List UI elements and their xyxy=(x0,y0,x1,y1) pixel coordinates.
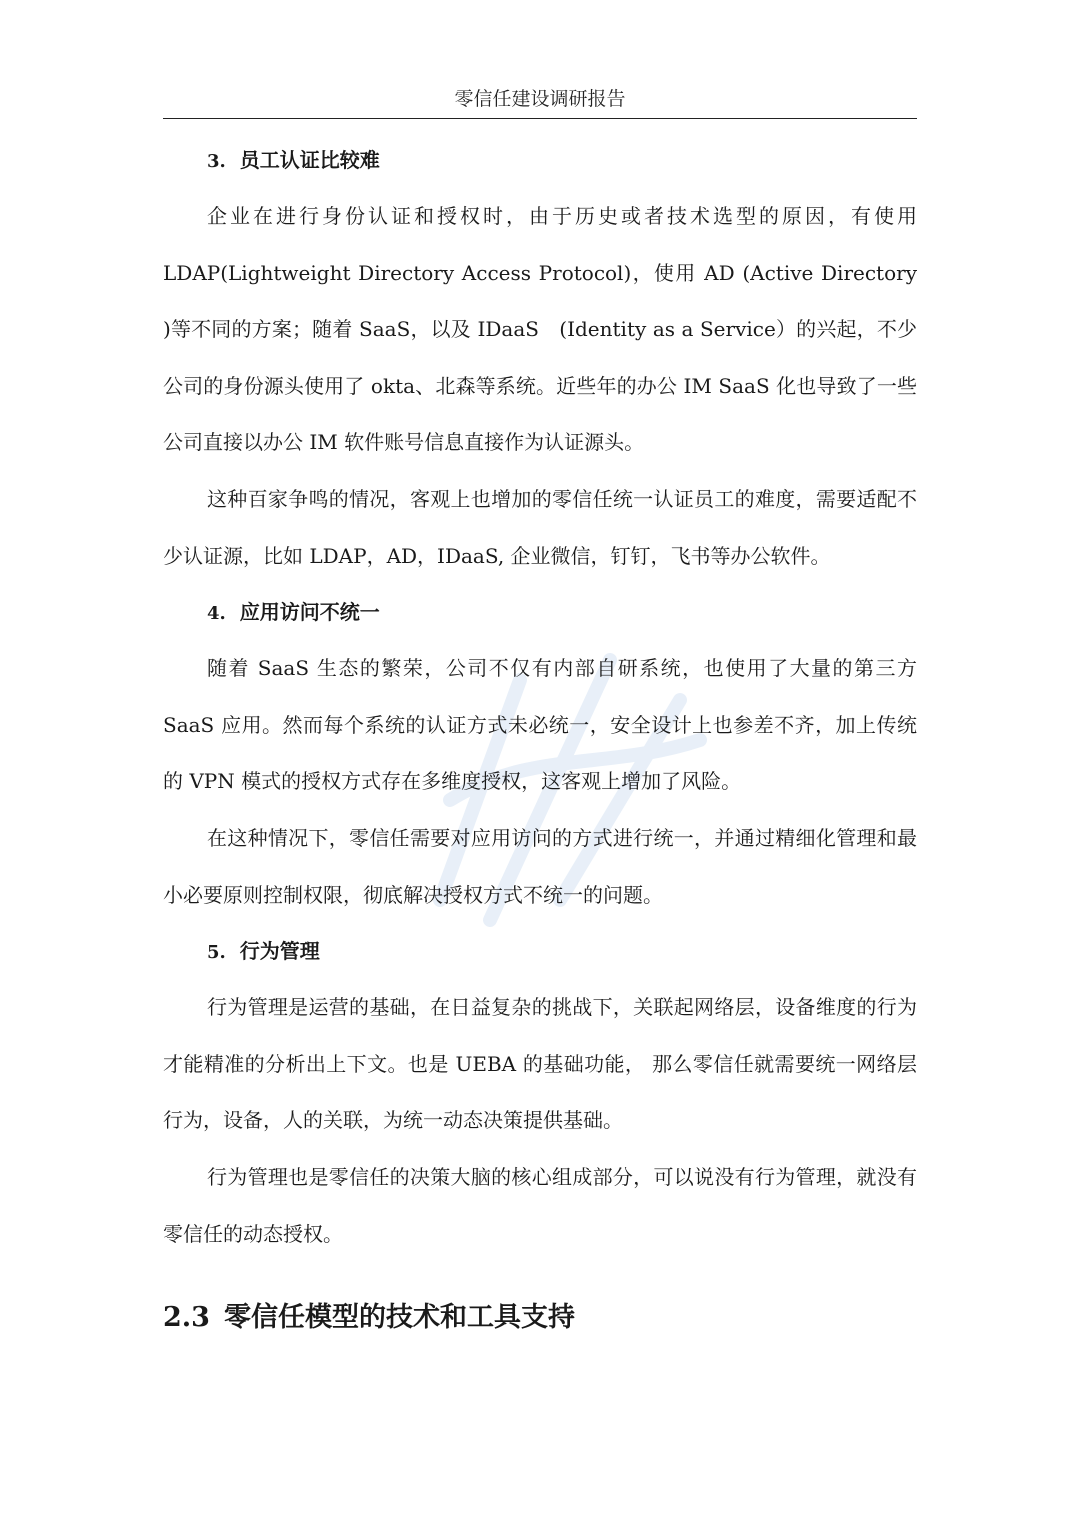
paragraph: 在这种情况下，零信任需要对应用访问的方式进行统一，并通过精细化管理和最小必要原则控制权限，彻底解决授权方式不统一的问题。 xyxy=(163,825,917,907)
subheading-number: 4. xyxy=(207,603,226,625)
subheading-title: 员工认证比较难 xyxy=(239,148,380,172)
paragraph: 随着 SaaS 生态的繁荣，公司不仅有内部自研系统，也使用了大量的第三方SaaS 应用。然而每个系统的认证方式未必统一，安全设计上也参差不齐，加上传统的 VPN 模式的授权方式存在多维度授权，这客观上增加了风险。 xyxy=(163,656,917,794)
paragraph: 行为管理是运营的基础，在日益复杂的挑战下，关联起网络层，设备维度的行为才能精准的分析出上下文。也是 UEBA 的基础功能， 那么零信任就需要统一网络层行为，设备，人的关联，为统一动态决策提供基础。 xyxy=(163,995,917,1133)
paragraph: 企业在进行身份认证和授权时，由于历史或者技术选型的原因，有使用LDAP(Lightweight Directory Access Protocol)，使用 AD (Active Directory )等不同的方案；随着 SaaS，以及 IDaaS (Identity as a Service）的兴起，不少公司的身份源头使用了 okta、北森等系统。近些年的办公 IM SaaS 化也导致了一些公司直接以办公 IM 软件账号信息直接作为认证源头。 xyxy=(163,204,917,455)
subheading-number: 3. xyxy=(207,151,226,172)
section-number: 2.3 xyxy=(163,1302,210,1334)
paragraph: 这种百家争鸣的情况，客观上也增加的零信任统一认证员工的难度，需要适配不少认证源，比如 LDAP，AD，IDaaS, 企业微信，钉钉，飞书等办公软件。 xyxy=(163,486,917,568)
paragraph: 行为管理也是零信任的决策大脑的核心组成部分，可以说没有行为管理，就没有零信任的动态授权。 xyxy=(163,1164,917,1246)
subheading-title: 应用访问不统一 xyxy=(239,600,380,625)
document-body xyxy=(163,132,917,1338)
section-title: 零信任模型的技术和工具支持 xyxy=(223,1302,575,1334)
header-title: 零信任建设调研报告 xyxy=(454,88,626,110)
section-heading xyxy=(163,1298,917,1338)
subheading-employee-auth xyxy=(163,132,917,188)
subheading-app-access xyxy=(163,584,917,640)
subheading-title: 行为管理 xyxy=(239,939,320,964)
subheading-number: 5. xyxy=(207,942,226,964)
page-header xyxy=(163,84,917,119)
subheading-behavior-management xyxy=(163,923,917,979)
